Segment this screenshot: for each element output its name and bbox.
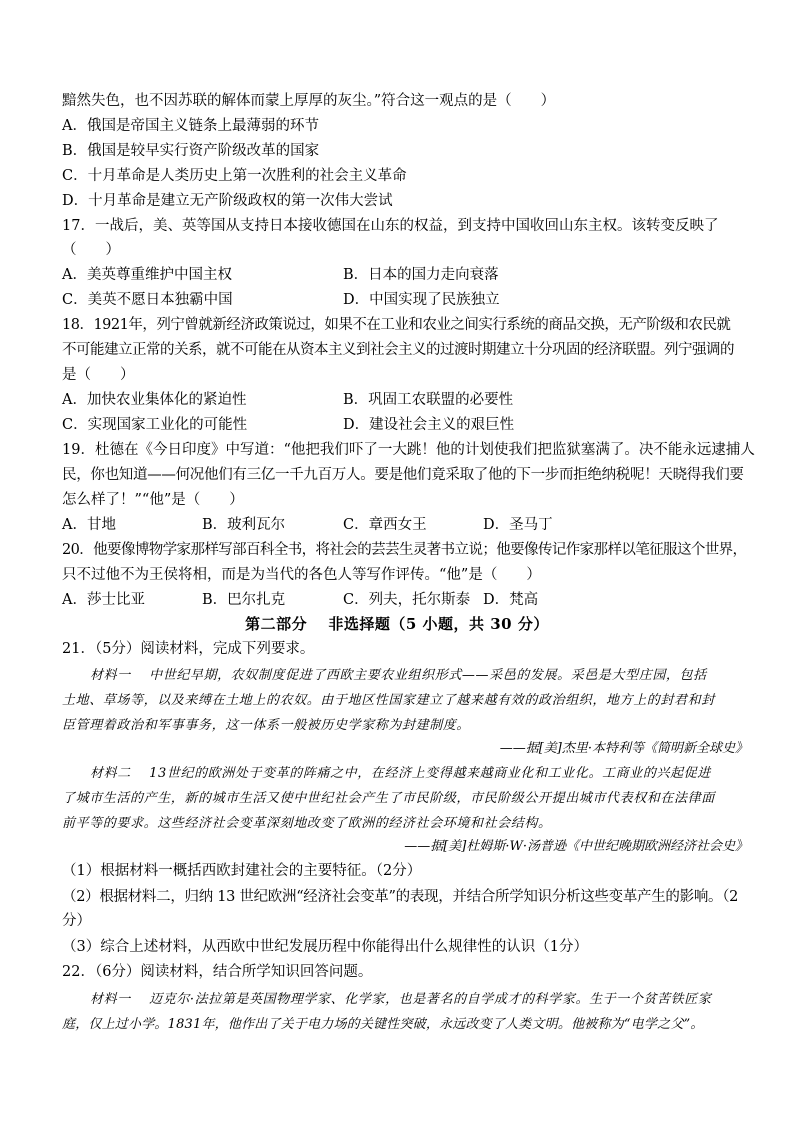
q19-stem-line1: 19．杜德在《今日印度》中写道：“他把我们吓了一大跳！他的计划使我们把监狱塞满了。决不能永远逮捕人 [62,442,755,458]
q21-stem: 21．（5分）阅读材料，完成下列要求。 [62,641,315,657]
q17-option-a: A．美英尊重维护中国主权 [62,267,232,283]
q21-material2-line2: 了城市生活的产生，新的城市生活又使中世纪社会产生了市民阶级，市民阶级公开提出城市代表权和在法律面 [62,791,715,806]
q21-subquestion-1: （1）根据材料一概括西欧封建社会的主要特征。（2分） [62,863,422,879]
q17-option-b: B．日本的国力走向衰落 [343,267,499,283]
q21-material1-line2: 土地、草场等，以及来缚在土地上的农奴。由于地区性国家建立了越来越有效的政治组织，地方上的封君和封 [62,693,715,708]
q20-stem-line2: 只不过他不为王侯将相，而是为当代的各色人等写作评传。“他”是（ ） [62,567,541,583]
q19-option-b: B．玻利瓦尔 [202,517,286,533]
q20-option-a: A．莎士比亚 [62,592,145,608]
q21-subquestion-3: （3）综合上述材料，从西欧中世纪发展历程中你能得出什么规律性的认识（1分） [62,939,588,955]
q18-stem-line1: 18．1921年，列宁曾就新经济政策说过，如果不在工业和农业之间实行系统的商品交换，无产阶级和农民就 [62,317,731,333]
q21-material2-line3: 前平等的要求。这些经济社会变革深刻地改变了欧洲的经济社会环境和社会结构。 [62,816,552,831]
q20-option-d: D．梵高 [483,592,539,608]
q19-stem-line2: 民，你也知道——何况他们有三亿一千九百万人。要是他们竟采取了他的下一步而拒绝纳税呢！天晓得我们要 [62,467,744,483]
q20-option-b: B．巴尔扎克 [202,592,286,608]
q18-option-a: A．加快农业集体化的紧迫性 [62,392,247,408]
q16-stem-tail: 黯然失色，也不因苏联的解体而蒙上厚厚的灰尘。”符合这一观点的是（ ） [62,93,556,109]
q20-stem-line1: 20．他要像博物学家那样写部百科全书，将社会的芸芸生灵著书立说；他要像传记作家那样以笔征服这个世界， [62,542,747,558]
q17-option-c: C．美英不愿日本独霸中国 [62,292,233,308]
q18-option-c: C．实现国家工业化的可能性 [62,417,248,433]
q21-material1-line3: 臣管理着政治和军事事务，这一体系一般被历史学家称为封建制度。 [62,718,471,733]
section-2-title: 第二部分 非选择题（5 小题，共 30 分） [245,615,549,633]
q19-stem-line3: 怎么样了！”“他”是（ ） [62,492,244,508]
q19-option-c: C．章西女王 [343,517,427,533]
q22-material1-line2: 庭，仅上过小学。1831年，他作出了关于电力场的关键性突破，永远改变了人类文明。他被称为“电学之父”。 [62,1017,704,1032]
q21-material1-source: ——据[美]杰里·本特利等《简明新全球史》 [499,741,748,756]
q21-material2-source: ——据[美]杜姆斯·W·汤普逊《中世纪晚期欧洲经济社会史》 [404,839,748,854]
q16-option-a: A．俄国是帝国主义链条上最薄弱的环节 [62,118,319,134]
q21-material1-line1: 材料一 中世纪早期，农奴制度促进了西欧主要农业组织形式——采邑的发展。采邑是大型庄园，包括 [90,668,707,683]
q17-stem-line1: 17．一战后，美、英等国从支持日本接收德国在山东的权益，到支持中国收回山东主权。该转变反映了 [62,218,719,234]
q21-material2-line1: 材料二 13世纪的欧洲处于变革的阵痛之中，在经济上变得越来越商业化和工业化。工商业的兴起促进 [90,766,711,781]
q16-option-c: C．十月革命是人类历史上第一次胜利的社会主义革命 [62,168,407,184]
q22-stem: 22．（6分）阅读材料，结合所学知识回答问题。 [62,964,373,980]
q21-subquestion-2-line2: 分） [62,913,91,929]
q19-option-a: A．甘地 [62,517,116,533]
q18-stem-line2: 不可能建立正常的关系，就不可能在从资本主义到社会主义的过渡时期建立十分巩固的经济联盟。列宁强调的 [62,342,734,358]
q17-option-d: D．中国实现了民族独立 [343,292,500,308]
q21-subquestion-2-line1: （2）根据材料二，归纳 13 世纪欧洲“经济社会变革”的表现，并结合所学知识分析这些变革产生的影响。（2 [62,889,739,905]
q17-stem-line2: （ ） [62,242,120,258]
q20-option-c: C．列夫，托尔斯泰 [343,592,471,608]
q16-option-d: D．十月革命是建立无产阶级政权的第一次伟大尝试 [62,193,393,209]
q18-option-b: B．巩固工农联盟的必要性 [343,392,514,408]
q22-material1-line1: 材料一 迈克尔·法拉第是英国物理学家、化学家，也是著名的自学成才的科学家。生于一个贫苦铁匠家 [90,992,712,1007]
q18-stem-line3: 是（ ） [62,367,135,383]
q18-option-d: D．建设社会主义的艰巨性 [343,417,515,433]
q19-option-d: D．圣马丁 [483,517,553,533]
q16-option-b: B．俄国是较早实行资产阶级改革的国家 [62,143,320,159]
